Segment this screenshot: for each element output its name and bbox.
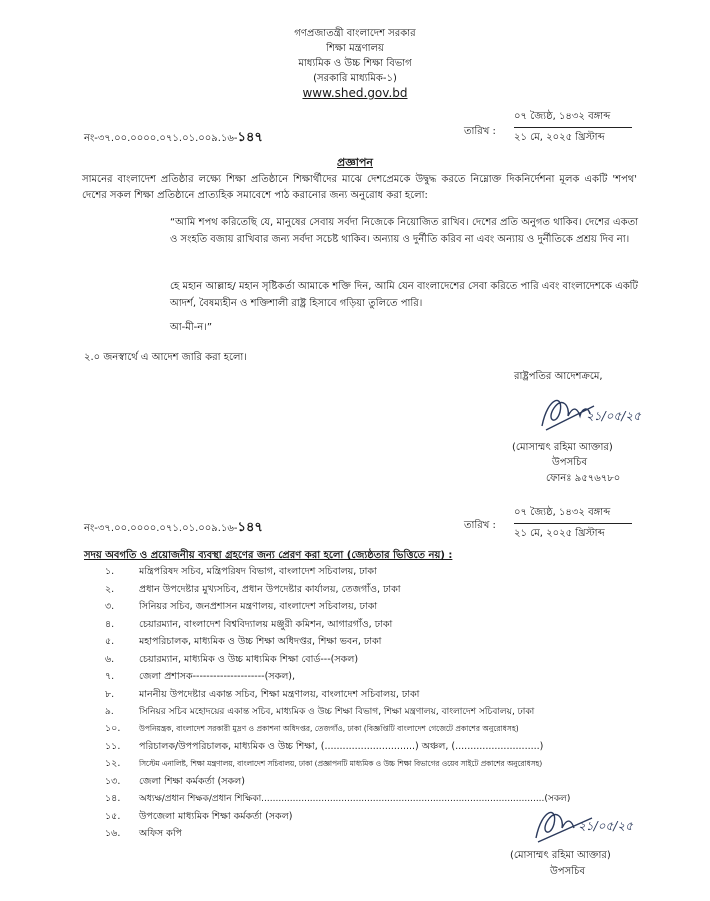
memo-number-text: নং-৩৭.০০.০০০০.০৭১.০১.০০৯.১৬- [84, 133, 238, 144]
list-text: প্রধান উপদেষ্টার মুখ্যসচিব, প্রধান উপদেষ্টার কার্যালয়, তেজগাঁও, ঢাকা [139, 584, 401, 595]
list-text: উপজেলা মাধ্যমিক শিক্ষা কর্মকর্তা (সকল) [139, 811, 293, 822]
date-bangla-1: ০৭ জ্যৈষ্ঠ, ১৪৩২ বঙ্গাব্দ [514, 111, 611, 122]
date-label-1: তারিখ : [464, 126, 496, 137]
list-number: ১৫. [105, 811, 121, 822]
list-number: ২. [105, 584, 115, 595]
list-text: উপনিয়ন্ত্রক, বাংলাদেশ সরকারী মুদ্রণ ও প্রকাশনা অধিদপ্তর, তেজগাঁও, ঢাকা (বিজ্ঞপ্তিটি বাংলাদেশ গেজেটে প্রকাশের অনুরোধসহ) [139, 724, 519, 733]
list-text: জেলা শিক্ষা কর্মকর্তা (সকল) [139, 776, 245, 787]
list-number: ৫. [105, 636, 115, 647]
date-box-2 [514, 506, 632, 541]
list-number: ১. [105, 566, 115, 577]
signatory-phone-1: ফোনঃ ৯৫৭৬৭৮০ [546, 473, 621, 484]
date-bangla-2: ০৭ জ্যৈষ্ঠ, ১৪৩২ বঙ্গাব্দ [514, 507, 611, 518]
date-divider-2 [514, 523, 632, 524]
list-text: সিস্টেম এনালিষ্ট, শিক্ষা মন্ত্রণালয়, বাংলাদেশ সচিবালয়, ঢাকা (প্রজ্ঞাপনটি মাধ্যমিক ও উচ্চ শিক্ষা বিভাগের ওয়েব সাইটে প্রকাশের অনুরোধসহ) [139, 759, 543, 768]
date-label-2: তারিখ : [464, 520, 496, 531]
notice-title: প্রজ্ঞাপন [337, 156, 373, 169]
date-box-1 [514, 110, 632, 145]
signatory-name-1: (মোসাম্মৎ রহিমা আক্তার) [512, 442, 613, 453]
list-text: পরিচালক/উপপরিচালক, মাধ্যমিক ও উচ্চ শিক্ষা, (..............................) অঞ্চল, (............................) [139, 741, 544, 752]
list-text: সিনিয়র সচিব মহোদয়ের একান্ত সচিব, মাধ্যমিক ও উচ্চ শিক্ষা বিভাগ, শিক্ষা মন্ত্রণালয়, বাংলাদেশ সচিবালয়, ঢাকা [139, 707, 535, 717]
header-block [0, 26, 710, 101]
list-text: অধ্যক্ষ/প্রধান শিক্ষক/প্রধান শিক্ষিকা...................................................................................................(সকল) [139, 794, 571, 804]
memo-number-text: নং-৩৭.০০.০০০০.০৭১.০১.০০৯.১৬- [84, 523, 238, 534]
list-text: সিনিয়র সচিব, জনপ্রশাসন মন্ত্রণালয়, বাংলাদেশ সচিবালয়, ঢাকা [139, 601, 378, 612]
order-line: রাষ্ট্রপতির আদেশক্রমে, [514, 371, 603, 382]
memo-serial-handwritten: ১৪৭ [237, 130, 263, 145]
oath-paragraph-3: আ-মী-ন।” [170, 322, 213, 333]
list-number: ৬. [105, 654, 115, 665]
list-number: ১৬. [105, 828, 121, 839]
signature-1-date: ২১/০৫/২৫ [586, 409, 641, 423]
list-number: ১২. [105, 758, 121, 769]
memo-number-1 [84, 128, 263, 149]
oath-paragraph-2: হে মহান আল্লাহ/ মহান সৃষ্টিকর্তা আমাকে শক্তি দিন, আমি যেন বাংলাদেশের সেবা করিতে পারি এবং বাংলাদেশকে একটি আদর্শ, বৈষম্যহীন ও শক্তিশালী রাষ্ট্র হিসাবে গড়িয়া তুলিতে পারি। [170, 281, 638, 309]
signatory-designation-2: উপসচিব [550, 866, 586, 877]
signatory-designation-1: উপসচিব [552, 457, 588, 468]
list-text: জেলা প্রশাসক---------------------(সকল), [139, 671, 296, 682]
list-text: অফিস কপি [139, 828, 182, 839]
list-number: ১০. [105, 723, 121, 734]
date-english-1: ২১ মে, ২০২৫ খ্রিস্টাব্দ [514, 132, 605, 143]
point-2: ২.০ জনস্বার্থে এ আদেশ জারি করা হলো। [84, 352, 247, 363]
oath-paragraph-1: “আমি শপথ করিতেছি যে, মানুষের সেবায় সর্বদা নিজেকে নিয়োজিত রাখিব। দেশের প্রতি অনুগত থাকিব। দেশের একতা ও সংহতি বজায় রাখিবার জন্য সর্বদা সচেষ্ট থাকিব। অন্যায় ও দুর্নীতি করিব না এবং অন্যায় ও দুর্নীতিকে প্রশ্রয় দিব না। [170, 217, 638, 245]
list-number: ১৩. [105, 776, 121, 787]
list-number: ৪. [105, 619, 115, 630]
govt-name: গণপ্রজাতন্ত্রী বাংলাদেশ সরকার [294, 28, 416, 39]
list-number: ৮. [105, 689, 115, 700]
signature-1-image [534, 386, 641, 438]
ministry-name: শিক্ষা মন্ত্রণালয় [326, 43, 384, 54]
intro-paragraph: সামনের বাংলাদেশ প্রতিষ্ঠার লক্ষ্যে শিক্ষা প্রতিষ্ঠানে শিক্ষার্থীদের মাঝে দেশপ্রেমকে উদ্বুদ্ধ করতে নিম্নোক্ত দিকনির্দেশনা মূলক একটি 'শপথ' দেশের সকল শিক্ষা প্রতিষ্ঠানে প্রাত্যহিক সমাবেশে পাঠ করানোর জন্য অনুরোধ করা হলো: [82, 174, 637, 201]
list-text: চেয়ারম্যান, মাধ্যমিক ও উচ্চ মাধ্যমিক শিক্ষা বোর্ড---(সকল) [139, 654, 359, 665]
date-english-2: ২১ মে, ২০২৫ খ্রিস্টাব্দ [514, 528, 605, 539]
list-number: ৯. [105, 707, 114, 717]
list-text: চেয়ারম্যান, বাংলাদেশ বিশ্ববিদ্যালয় মঞ্জুরী কমিশন, আগারগাঁও, ঢাকা [139, 619, 393, 630]
memo-serial-handwritten: ১৪৭ [237, 520, 263, 535]
list-number: ৭. [105, 671, 115, 682]
list-text: মহাপরিচালক, মাধ্যমিক ও উচ্চ শিক্ষা অধিদপ্তর, শিক্ষা ভবন, ঢাকা [139, 636, 382, 647]
list-text: মন্ত্রিপরিষদ সচিব, মন্ত্রিপরিষদ বিভাগ, বাংলাদেশ সচিবালয়, ঢাকা [139, 566, 377, 577]
signatory-name-2: (মোসাম্মৎ রহিমা আক্তার) [510, 850, 611, 861]
memo-number-2 [84, 518, 263, 539]
signature-2-image [528, 800, 648, 850]
list-number: ৩. [105, 601, 115, 612]
date-divider-1 [514, 127, 632, 128]
signature-2-date: ২১/০৫/২৫ [578, 819, 633, 833]
division-name: মাধ্যমিক ও উচ্চ শিক্ষা বিভাগ [298, 58, 412, 69]
list-number: ১৪. [105, 793, 121, 804]
list-number: ১১. [105, 741, 121, 752]
list-text: মাননীয় উপদেষ্টার একান্ত সচিব, শিক্ষা মন্ত্রণালয়, বাংলাদেশ সচিবালয়, ঢাকা [139, 689, 420, 700]
website-link[interactable]: www.shed.gov.bd [302, 86, 408, 100]
distribution-title: সদয় অবগতি ও প্রয়োজনীয় ব্যবস্থা গ্রহণের জন্য প্রেরণ করা হলো (জ্যেষ্ঠতার ভিত্তিতে নয়) : [84, 550, 453, 561]
section-name: (সরকারি মাধ্যমিক-১) [313, 73, 397, 84]
